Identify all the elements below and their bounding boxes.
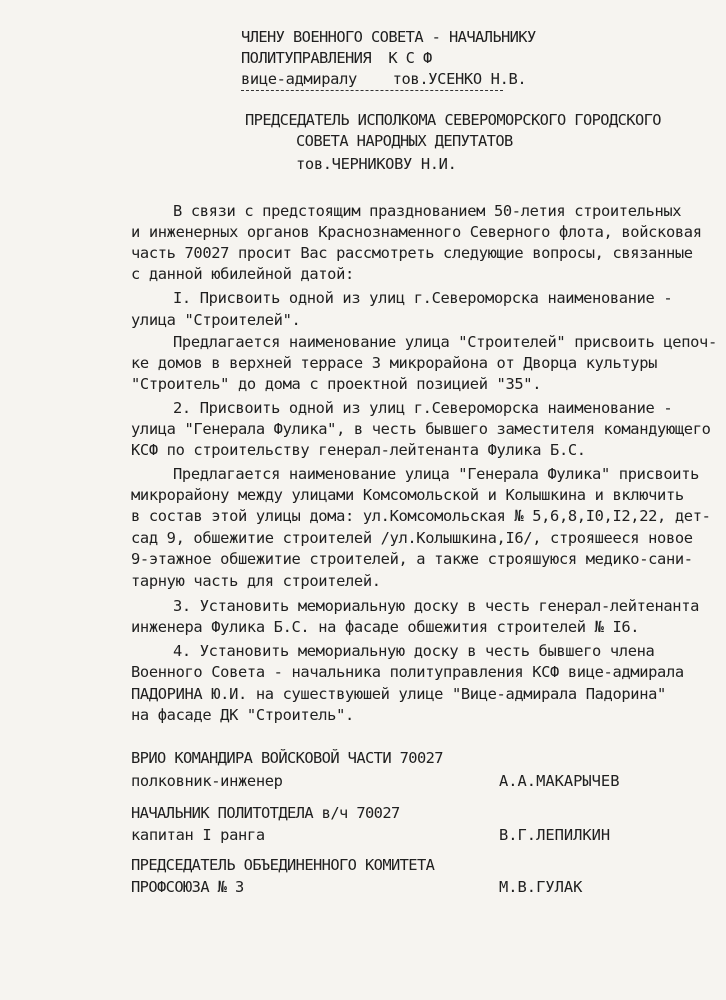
intro-line4: с данной юбилейной датой: [131,265,354,283]
signature2-rank: капитан I ранга [131,826,265,844]
signature1-rank: полковник-инженер [131,772,283,790]
item3-line1: 3. Установить мемориальную доску в честь генерал-лейтенанта [173,597,700,615]
signature1-title: ВРИО КОМАНДИРА ВОЙСКОВОЙ ЧАСТИ 70027 [131,749,443,767]
item2-line1: 2. Присвоить одной из улиц г.Североморска наименование - [173,399,673,417]
item2-line9: тарную часть для строителей. [131,572,381,590]
item1-line4: ке домов в верхней террасе 3 микрорайона от Дворца культуры [131,354,658,372]
signature1-name: А.А.МАКАРЫЧЕВ [499,772,620,790]
item4-line3: ПАДОРИНА Ю.И. на сушествуюшей улице "Вице-адмирала Падорина" [131,685,666,703]
item2-line5: микрорайону между улицами Комсомольской и Колышкина и включить [131,486,684,504]
addressee2-line1: ПРЕДСЕДАТЕЛЬ ИСПОЛКОМА СЕВЕРОМОРСКОГО ГОРОДСКОГО [245,111,661,129]
item2-line4: Предлагается наименование улица "Генерала Фулика" присвоить [173,465,700,483]
item1-line3: Предлагается наименование улица "Строителей" присвоить цепоч- [173,333,717,351]
item2-line2: улица "Генерала Фулика", в честь бывшего заместителя командующего [131,420,711,438]
addressee2-line2: СОВЕТА НАРОДНЫХ ДЕПУТАТОВ [296,132,513,150]
item4-line2: Военного Совета - начальника политуправления КСФ вице-адмирала [131,663,684,681]
addressee-separator [241,90,503,91]
item1-line2: улица "Строителей". [131,311,301,329]
signature2-title: НАЧАЛЬНИК ПОЛИТОТДЕЛА в/ч 70027 [131,804,400,822]
addressee1-line1: ЧЛЕНУ ВОЕННОГО СОВЕТА - НАЧАЛЬНИКУ [241,28,536,46]
intro-line3: часть 70027 просит Вас рассмотреть следующие вопросы, связанные [131,244,693,262]
addressee1-line2: ПОЛИТУПРАВЛЕНИЯ К С Ф [241,49,432,67]
signature2-name: В.Г.ЛЕПИЛКИН [499,826,611,844]
item2-line6: в состав этой улицы дома: ул.Комсомольская № 5,6,8,I0,I2,22, дет- [131,507,711,525]
item1-line1: I. Присвоить одной из улиц г.Североморска наименование - [173,289,673,307]
item4-line1: 4. Установить мемориальную доску в честь бывшего члена [173,642,655,660]
item2-line3: КСФ по строительству генерал-лейтенанта Фулика Б.С. [131,441,586,459]
intro-line1: В связи с предстоящим празднованием 50-летия строительных [173,202,682,220]
item2-line8: 9-этажное обшежитие строителей, а также строяшуюся медико-сани- [131,550,693,568]
addressee2-line3: тов.ЧЕРНИКОВУ Н.И. [296,155,457,173]
item2-line7: сад 9, обшежитие строителей /ул.Колышкина,I6/, строяшееся новое [131,529,693,547]
addressee1-line3: вице-адмиралу тов.УСЕНКО Н.В. [241,70,527,88]
signature3-title: ПРЕДСЕДАТЕЛЬ ОБЪЕДИНЕННОГО КОМИТЕТА [131,856,435,874]
item1-line5: "Строитель" до дома с проектной позицией "35". [131,375,542,393]
signature3-union: ПРОФСОЮЗА № 3 [131,878,244,896]
intro-line2: и инженерных органов Краснознаменного Северного флота, войсковая [131,223,702,241]
item3-line2: инженера Фулика Б.С. на фасаде обшежития строителей № I6. [131,618,640,636]
signature3-name: М.В.ГУЛАК [499,878,583,896]
item4-line4: на фасаде ДК "Строитель". [131,706,354,724]
